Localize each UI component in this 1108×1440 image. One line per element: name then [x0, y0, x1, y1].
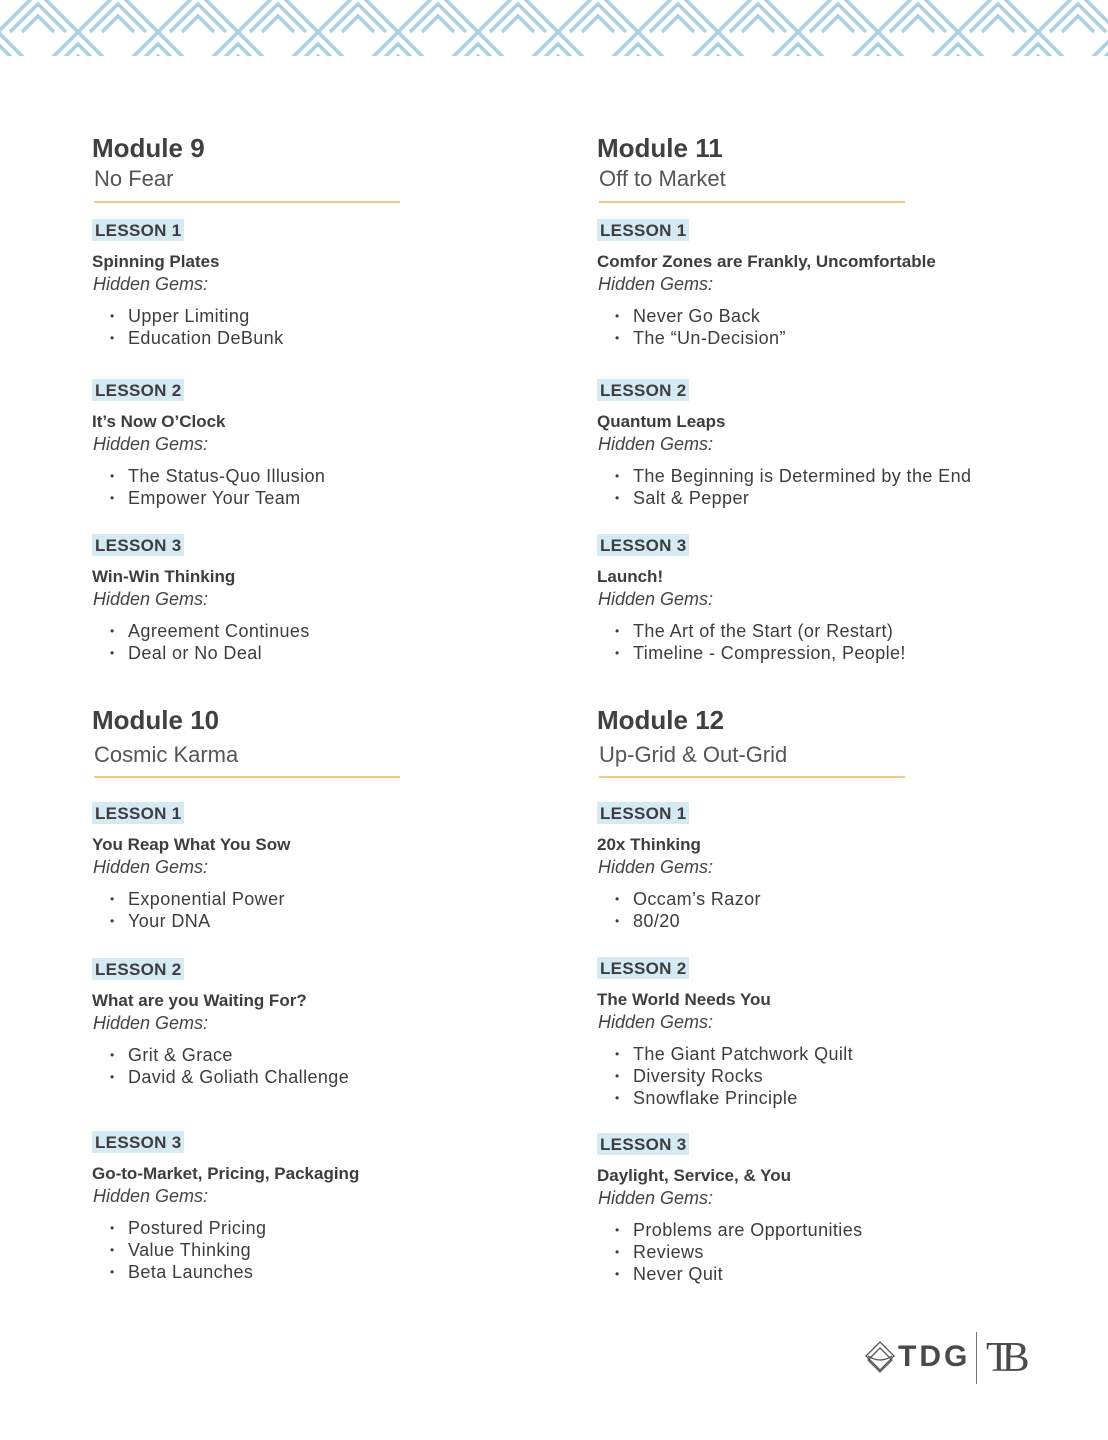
- list-item: • The Giant Patchwork Quilt: [597, 1043, 1037, 1065]
- list-item: • Diversity Rocks: [597, 1065, 1037, 1087]
- lesson-title: Quantum Leaps: [597, 412, 726, 431]
- lesson-title: Comfor Zones are Frankly, Uncomfortable: [597, 252, 936, 271]
- list-item: • The Status-Quo Illusion: [92, 465, 532, 487]
- list-item: • Your DNA: [92, 910, 532, 932]
- list-item: • Never Quit: [597, 1263, 1037, 1285]
- tdg-wordmark: TDG: [898, 1340, 971, 1373]
- chevron-pattern-header: [0, 0, 1108, 56]
- lesson-title: What are you Waiting For?: [92, 991, 307, 1010]
- hidden-gems-label: Hidden Gems:: [93, 274, 209, 294]
- list-item: • Upper Limiting: [92, 305, 532, 327]
- lesson-title: It’s Now O’Clock: [92, 412, 226, 431]
- module-subtitle: Off to Market: [599, 166, 726, 191]
- list-item: • Agreement Continues: [92, 620, 532, 642]
- gems-list: [597, 1219, 1037, 1285]
- lesson-1: [597, 219, 1037, 349]
- hidden-gems-label: Hidden Gems:: [598, 589, 714, 609]
- lesson-badge: LESSON 2: [597, 379, 689, 401]
- hidden-gems-label: Hidden Gems:: [598, 1012, 714, 1032]
- module-subtitle: No Fear: [94, 166, 174, 191]
- list-item: • Never Go Back: [597, 305, 1037, 327]
- list-item: • Timeline - Compression, People!: [597, 642, 1037, 664]
- gems-list: [597, 620, 1037, 664]
- hidden-gems-label: Hidden Gems:: [93, 434, 209, 454]
- lesson-2: [597, 379, 1037, 509]
- lesson-2: [597, 957, 1037, 1109]
- list-item: • Salt & Pepper: [597, 487, 1037, 509]
- hidden-gems-label: Hidden Gems:: [598, 274, 714, 294]
- gems-list: [92, 465, 532, 509]
- module-title: Module 10: [92, 705, 220, 735]
- lesson-badge: LESSON 1: [92, 802, 184, 824]
- list-item: • Problems are Opportunities: [597, 1219, 1037, 1241]
- list-item: • The “Un-Decision”: [597, 327, 1037, 349]
- hidden-gems-label: Hidden Gems:: [93, 1186, 209, 1206]
- lesson-1: [92, 219, 532, 349]
- list-item: • The Art of the Start (or Restart): [597, 620, 1037, 642]
- lesson-title: You Reap What You Sow: [92, 835, 291, 854]
- lesson-badge: LESSON 2: [92, 379, 184, 401]
- list-item: • Value Thinking: [92, 1239, 532, 1261]
- list-item: • Reviews: [597, 1241, 1037, 1263]
- hidden-gems-label: Hidden Gems:: [93, 1013, 209, 1033]
- hidden-gems-label: Hidden Gems:: [598, 1188, 714, 1208]
- module-title: Module 11: [597, 133, 723, 163]
- gems-list: [92, 620, 532, 664]
- lesson-3: [597, 534, 1037, 664]
- list-item: • Beta Launches: [92, 1261, 532, 1283]
- lesson-title: Launch!: [597, 567, 664, 586]
- gems-list: [597, 305, 1037, 349]
- list-item: • Postured Pricing: [92, 1217, 532, 1239]
- lesson-title: Win-Win Thinking: [92, 567, 236, 586]
- lesson-badge: LESSON 1: [597, 802, 689, 824]
- list-item: • Grit & Grace: [92, 1044, 532, 1066]
- tb-monogram: TB: [986, 1335, 1020, 1381]
- hidden-gems-label: Hidden Gems:: [93, 857, 209, 877]
- lesson-1: [92, 802, 532, 932]
- lesson-badge: LESSON 2: [92, 958, 184, 980]
- lesson-title: Go-to-Market, Pricing, Packaging: [92, 1164, 360, 1183]
- gems-list: [597, 465, 1037, 509]
- list-item: • Empower Your Team: [92, 487, 532, 509]
- tdg-tb-logo: [862, 1330, 1027, 1386]
- lesson-3: [92, 534, 532, 664]
- lesson-badge: LESSON 1: [597, 219, 689, 241]
- lesson-2: [92, 379, 532, 509]
- hidden-gems-label: Hidden Gems:: [598, 857, 714, 877]
- module-subtitle: Up-Grid & Out-Grid: [599, 742, 788, 767]
- module-divider: [94, 201, 400, 203]
- lesson-2: [92, 958, 532, 1088]
- module-title: Module 12: [597, 705, 725, 735]
- list-item: • Exponential Power: [92, 888, 532, 910]
- lesson-title: 20x Thinking: [597, 835, 701, 854]
- module-subtitle: Cosmic Karma: [94, 742, 239, 767]
- list-item: • Deal or No Deal: [92, 642, 532, 664]
- list-item: • Snowflake Principle: [597, 1087, 1037, 1109]
- lesson-badge: LESSON 2: [597, 957, 689, 979]
- lesson-title: Spinning Plates: [92, 252, 220, 271]
- lesson-1: [597, 802, 1037, 932]
- lesson-3: [92, 1131, 532, 1283]
- list-item: • David & Goliath Challenge: [92, 1066, 532, 1088]
- hidden-gems-label: Hidden Gems:: [598, 434, 714, 454]
- lesson-badge: LESSON 3: [597, 534, 689, 556]
- list-item: • 80/20: [597, 910, 1037, 932]
- gems-list: [92, 1044, 532, 1088]
- gems-list: [92, 888, 532, 932]
- gems-list: [597, 1043, 1037, 1109]
- list-item: • The Beginning is Determined by the End: [597, 465, 1037, 487]
- gems-list: [92, 305, 532, 349]
- module-divider: [599, 201, 905, 203]
- lesson-badge: LESSON 1: [92, 219, 184, 241]
- gems-list: [597, 888, 1037, 932]
- gems-list: [92, 1217, 532, 1283]
- lesson-3: [597, 1133, 1037, 1285]
- diamond-logo-icon: [864, 1340, 896, 1376]
- lesson-badge: LESSON 3: [92, 534, 184, 556]
- module-title: Module 9: [92, 133, 205, 163]
- lesson-title: The World Needs You: [597, 990, 771, 1009]
- list-item: • Education DeBunk: [92, 327, 532, 349]
- list-item: • Occam’s Razor: [597, 888, 1037, 910]
- module-divider: [599, 776, 905, 778]
- lesson-title: Daylight, Service, & You: [597, 1166, 791, 1185]
- module-divider: [94, 776, 400, 778]
- lesson-badge: LESSON 3: [92, 1131, 184, 1153]
- lesson-badge: LESSON 3: [597, 1133, 689, 1155]
- hidden-gems-label: Hidden Gems:: [93, 589, 209, 609]
- logo-divider: [976, 1332, 977, 1384]
